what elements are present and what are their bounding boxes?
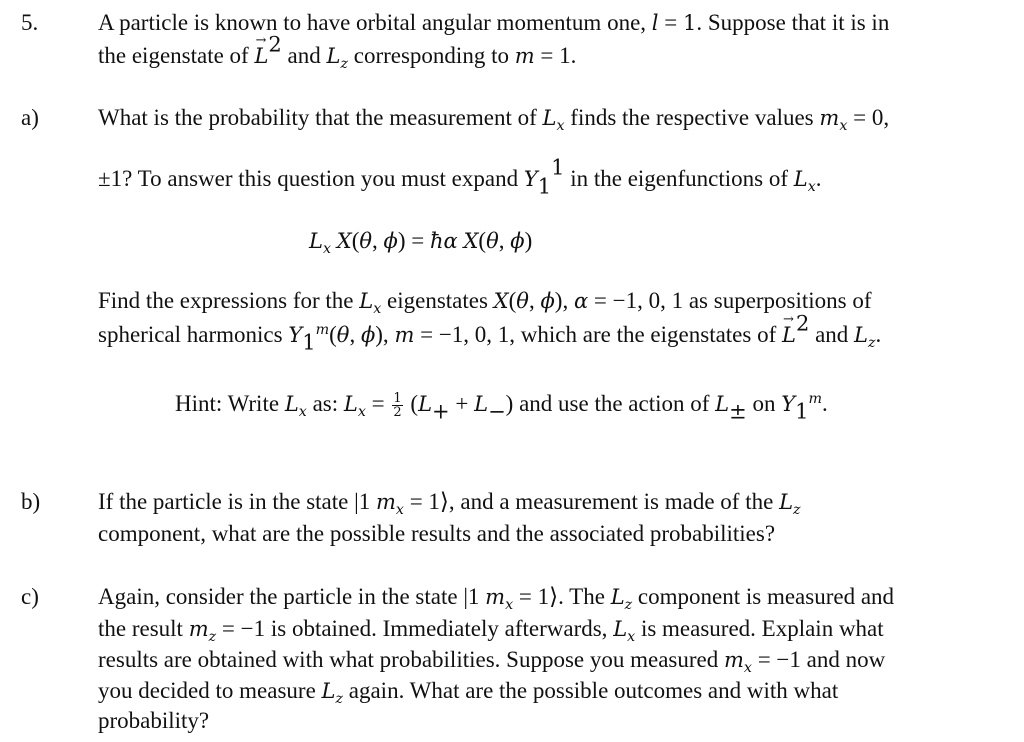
part-c-label: c) bbox=[21, 584, 39, 609]
part-c-line-1: Again, consider the particle in the state |1 $m_x$ = 1⟩. The $L_z$ component is measured and bbox=[98, 584, 895, 613]
part-a-line-3: Find the expressions for the $L_x$ eigenstates X(θ, ϕ), α = −1, 0, 1 as superpositions of bbox=[98, 288, 872, 317]
part-b-line-1: If the particle is in the state |1 $m_x$ = 1⟩, and a measurement is made of the $L_z$ bbox=[98, 489, 801, 518]
part-a-line-4: spherical harmonics $Y_1^m(\theta$, ϕ), m = −1, 0, 1, which are the eigenstates of → $L^2$ and $L_z$. bbox=[98, 320, 881, 350]
part-c-line-5: probability? bbox=[98, 708, 210, 733]
problem-number: 5. bbox=[21, 10, 39, 35]
problem-line-1: A particle is known to have orbital angular momentum one, l = 1. Suppose that it is in bbox=[98, 10, 890, 35]
part-c-line-4: you decided to measure $L_z$ again. What are the possible outcomes and with what bbox=[98, 678, 839, 707]
part-b-line-2: component, what are the possible results and the associated probabilities? bbox=[98, 521, 776, 546]
part-b-label: b) bbox=[21, 489, 41, 514]
part-a-line-1: What is the probability that the measurement of $L_x$ finds the respective values $m_x = 0$, bbox=[98, 105, 890, 134]
part-a-label: a) bbox=[21, 105, 39, 130]
problem-line-2: the eigenstate of → $L^2$ and $L_z$ corresponding to m = 1. bbox=[98, 41, 576, 71]
part-c-line-2: the result $m_z = -1$ is obtained. Immediately afterwards, $L_x$ is measured. Explain what bbox=[98, 616, 884, 645]
part-c-line-3: results are obtained with what probabilities. Suppose you measured $m_x = -1$ and now bbox=[98, 647, 886, 676]
hint-line: Hint: Write $L_x$ as: $L_x$ = $\frac{1}{2}$ $(L_+ + L_-)$ and use the action of $L_\pm$ on $Y_1^m$. bbox=[175, 391, 828, 424]
eigen-equation: $L_x$ X(θ, ϕ) = ħα X(θ, ϕ) bbox=[309, 228, 533, 257]
part-a-line-2: ±1? To answer this question you must expand $Y_1^1$ in the eigenfunctions of $L_x$. bbox=[98, 155, 822, 199]
